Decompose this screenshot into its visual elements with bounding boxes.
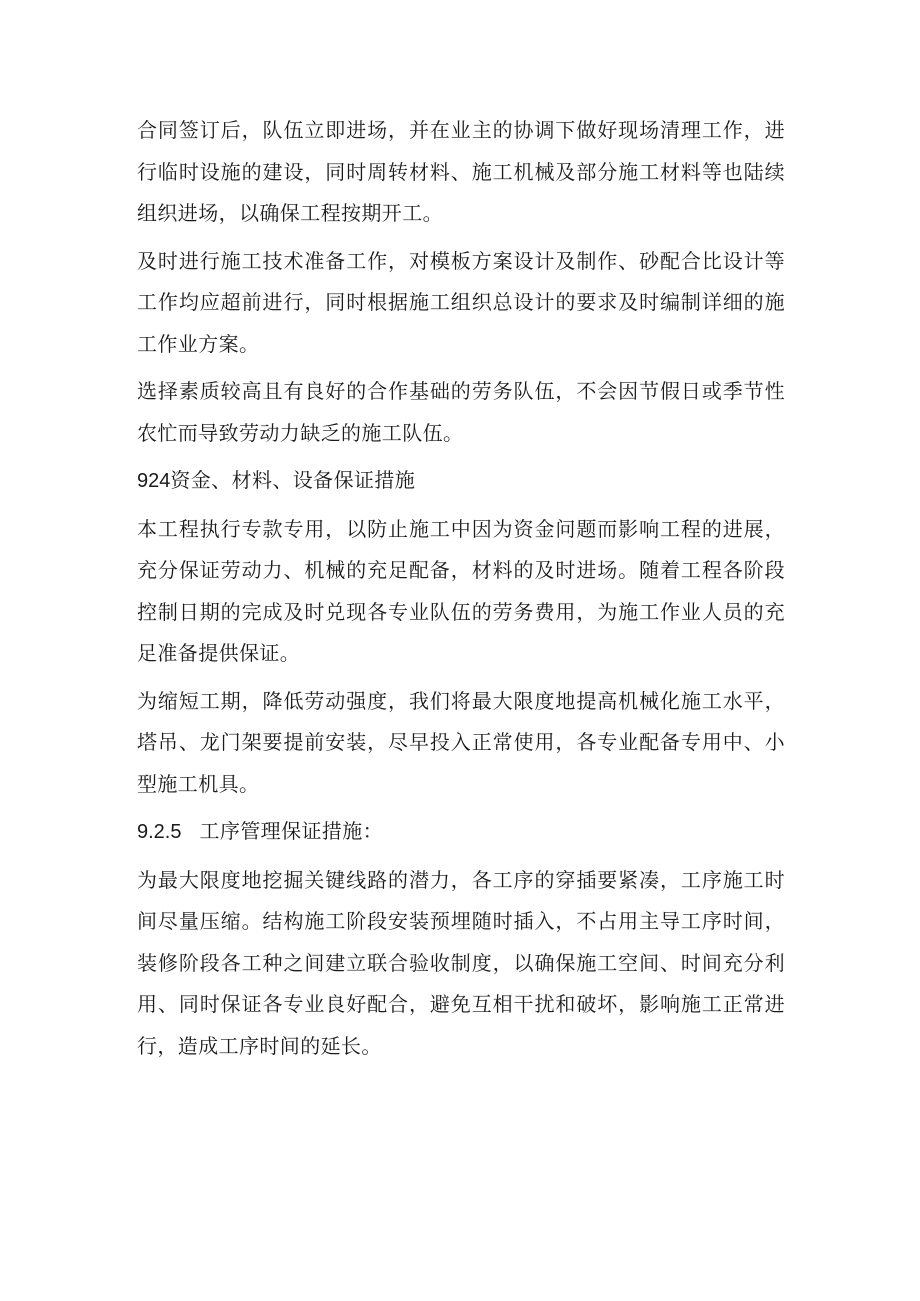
paragraph-mechanization: 为缩短工期，降低劳动强度，我们将最大限度地提高机械化施工水平，塔吊、龙门架要提前安装，尽早投入正常使用，各专业配备专用中、小型施工机具。 [137, 688, 785, 796]
document-page [137, 110, 785, 1073]
section-924-heading [137, 460, 785, 503]
section-924-number: 924 [137, 470, 171, 492]
section-925-title: 工序管理保证措施： [199, 819, 384, 843]
paragraph-labor-team: 选择素质较高且有良好的合作基础的劳务队伍，不会因节假日或季节性农忙而导致劳动力缺乏的施工队伍。 [137, 379, 785, 445]
paragraph-funding: 本工程执行专款专用，以防止施工中因为资金问题而影响工程的进展，充分保证劳动力、机械的充足配备，材料的及时进场。随着工程各阶段控制日期的完成及时兑现各专业队伍的劳务费用，为施工作业人员的充足准备提供保证。 [137, 516, 785, 665]
section-925-heading [137, 811, 785, 854]
paragraph-technical-preparation: 及时进行施工技术准备工作，对模板方案设计及制作、砂配合比设计等工作均应超前进行，同时根据施工组织总设计的要求及时编制详细的施工作业方案。 [137, 248, 785, 356]
paragraph-mobilization: 合同签订后，队伍立即进场，并在业主的协调下做好现场清理工作，进行临时设施的建设，同时周转材料、施工机械及部分施工材料等也陆续组织进场，以确保工程按期开工。 [137, 118, 785, 225]
section-925-number: 9.2.5 [137, 821, 182, 843]
section-924-title: 资金、材料、设备保证措施 [170, 468, 416, 492]
paragraph-process-management: 为最大限度地挖掘关键线路的潜力，各工序的穿插要紧凑，工序施工时间尽量压缩。结构施工阶段安装预埋随时插入，不占用主导工序时间，装修阶段各工种之间建立联合验收制度，以确保施工空间、时间充分利用、同时保证各专业良好配合，避免互相干扰和破坏，影响施工正常进行，造成工序时间的延长。 [137, 867, 785, 1058]
